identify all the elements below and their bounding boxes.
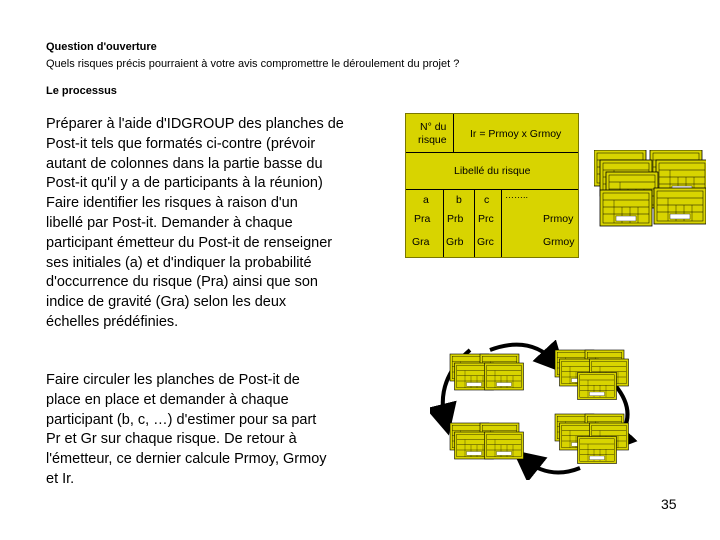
postit-num-risque-2: risque [418,134,447,146]
text-line: Pr et Gr sur chaque risque. De retour à [46,431,297,448]
text-line: Faire identifier les risques à raison d'un [46,195,298,212]
text-line: échelles prédéfinies. [46,313,179,330]
postit-template [405,113,579,258]
divider [453,114,454,152]
postit-col-b: b [456,194,462,206]
postit-sheets-stack [594,150,706,230]
divider [474,189,475,257]
text-line: indice de gravité (Gra) selon les deux [46,294,287,311]
sheet-group-bottom-right [555,414,629,464]
postit-gra: Gra [412,236,430,248]
text-line: d'occurrence du risque (Pra) ainsi que son [46,274,318,291]
postit-num-risque-1: N° du [420,121,447,133]
sheet-group-top-right [555,350,629,400]
text-line: l'émetteur, ce dernier calcule Prmoy, Grmoy [46,451,327,468]
postit-prc: Prc [478,213,494,225]
postit-libelle: Libellé du risque [454,165,531,177]
postit-grb: Grb [446,236,464,248]
postit-pra: Pra [414,213,431,225]
postit-col-a: a [423,194,429,206]
circulation-diagram [430,340,660,480]
postit-col-c: c [484,194,490,206]
text-line: participant émetteur du Post-it de renseigner [46,234,333,251]
divider [443,189,444,257]
postit-grc: Grc [477,236,494,248]
paragraph-preparation [46,115,401,333]
postit-prmoy: Prmoy [543,213,574,225]
arrow-bottom [525,460,580,473]
text-line: participant (b, c, …) d'estimer pour sa part [46,411,317,428]
text-line: libellé par Post-it. Demander à chaque [46,214,293,231]
text-line: Post-it tels que formatés ci-contre (prévoir [46,135,316,152]
postit-grmoy: Grmoy [543,236,575,248]
postit-ir-formula: Ir = Prmoy x Grmoy [470,128,562,140]
text-line: et Ir. [46,470,75,487]
divider [406,152,578,153]
divider [406,189,578,190]
page-number: 35 [661,496,677,512]
text-line: Préparer à l'aide d'IDGROUP des planches de [46,116,344,132]
text-line: place en place et demander à chaque [46,391,289,408]
sheet-group-bottom-left [450,423,524,459]
text-line: Post-it qu'il y a de participants à la réunion) [46,175,323,192]
text-line: ses initiales (a) et d'indiquer la probabilité [46,254,312,271]
postit-prb: Prb [447,213,464,225]
sheet-group-top-left [450,354,524,390]
text-line: Faire circuler les planches de Post-it de [46,372,300,388]
postit-col-dots: …….. [505,190,529,200]
heading-question: Question d'ouverture [46,41,157,53]
text-line: autant de colonnes dans la partie basse du [46,155,323,172]
question-text: Quels risques précis pourraient à votre avis compromettre le déroulement du projet ? [46,58,460,70]
divider [501,189,502,257]
section-title: Le processus [46,85,117,97]
paragraph-circulation [46,371,401,490]
